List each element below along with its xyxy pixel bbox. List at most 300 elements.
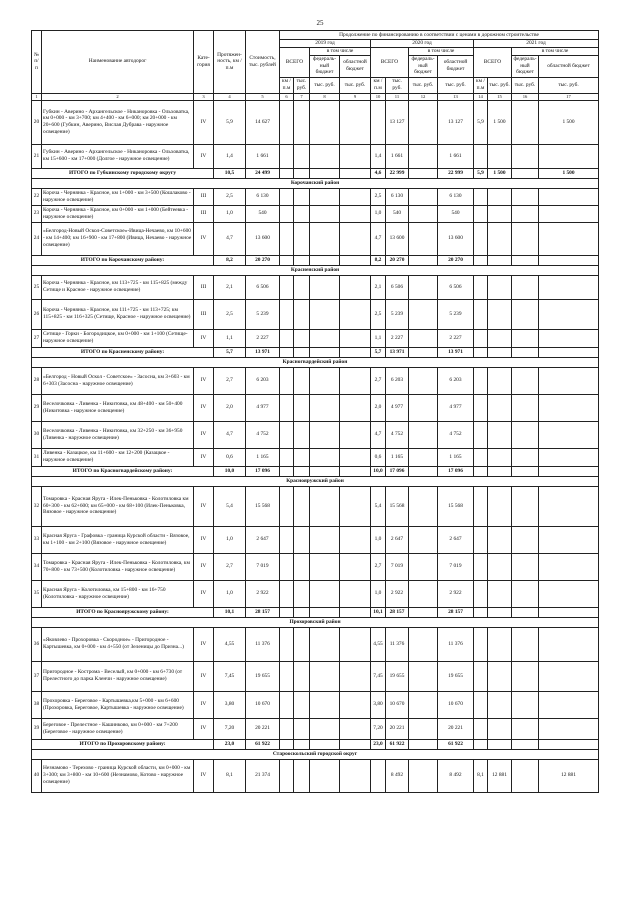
value-cell: 12 881 bbox=[539, 759, 599, 792]
total-cell bbox=[310, 168, 340, 178]
table-row bbox=[32, 205, 599, 222]
value-cell bbox=[474, 486, 488, 526]
value-cell bbox=[512, 394, 539, 421]
total-cost: 13 971 bbox=[246, 347, 280, 357]
column-index: 4 bbox=[214, 93, 246, 100]
value-cell bbox=[310, 188, 340, 205]
value-cell bbox=[294, 627, 310, 661]
total-cell bbox=[512, 168, 539, 178]
table-row bbox=[32, 188, 599, 205]
table-header bbox=[32, 31, 599, 101]
total-cell: 1 500 bbox=[539, 168, 599, 178]
total-row bbox=[32, 168, 599, 178]
total-cell bbox=[310, 607, 340, 617]
row-number: 35 bbox=[32, 580, 42, 607]
road-name: Пригородное - Кострома - Веселый, км 0+000 - км 6+730 (от Прелестного до парка Кленчи - наружное освещение) bbox=[42, 661, 194, 691]
value-cell: 20 221 bbox=[386, 718, 409, 739]
value-cell bbox=[280, 421, 294, 448]
total-cell bbox=[340, 466, 371, 476]
value-cell bbox=[488, 627, 512, 661]
value-cell bbox=[409, 627, 438, 661]
value-cell bbox=[488, 448, 512, 466]
header-unit-km: км / п.м bbox=[280, 77, 294, 93]
value-cell: 6 506 bbox=[386, 275, 409, 299]
road-name: Незнамово - Терехово - граница Курской области, км 0+000 - км 3+300; км 3+800 - км 10+600 (Незнамово, Котово - наружное освещение) bbox=[42, 759, 194, 792]
header-federal-2019: федераль-ный бюджет bbox=[310, 55, 340, 77]
column-index: 6 bbox=[280, 93, 294, 100]
road-name: «Яковлево - Прохоровка - Скородное» - Пригородное - Картышевка, км 0+000 - км 4+550 (от Зеленицы до Призна...) bbox=[42, 627, 194, 661]
road-category: III bbox=[194, 275, 214, 299]
road-cost: 11 376 bbox=[246, 627, 280, 661]
total-cell: 22 999 bbox=[386, 168, 409, 178]
column-index: 1 bbox=[32, 93, 42, 100]
value-cell: 1 165 bbox=[386, 448, 409, 466]
road-cost: 20 221 bbox=[246, 718, 280, 739]
total-length: 8,2 bbox=[214, 255, 246, 265]
value-cell bbox=[539, 367, 599, 394]
value-cell bbox=[512, 526, 539, 553]
value-cell bbox=[409, 448, 438, 466]
total-cost: 17 096 bbox=[246, 466, 280, 476]
value-cell: 540 bbox=[438, 205, 474, 222]
section-title: Прохоровский район bbox=[32, 617, 599, 627]
value-cell bbox=[512, 661, 539, 691]
value-cell bbox=[512, 329, 539, 347]
value-cell bbox=[488, 205, 512, 222]
road-name: «Белгород-Новый Оскол-Советское»-Ивица-Нечаево, км 10+600 - км 14+400; км 16+900 - км 17+800 (Ивица, Нечаево - наружное освещение) bbox=[42, 222, 194, 255]
value-cell: 2 647 bbox=[438, 526, 474, 553]
value-cell bbox=[340, 144, 371, 168]
header-unit-km: км / п.м bbox=[371, 77, 386, 93]
value-cell bbox=[539, 627, 599, 661]
total-cell bbox=[340, 168, 371, 178]
road-cost: 15 568 bbox=[246, 486, 280, 526]
row-number: 32 bbox=[32, 486, 42, 526]
value-cell bbox=[280, 222, 294, 255]
road-name: Короча - Чернянка - Красное, км 111+725 - км 113+725; км 115+825 - км 116+325 (Сетище, Красное - наружное освещение) bbox=[42, 299, 194, 329]
value-cell: 2,1 bbox=[371, 275, 386, 299]
road-cost: 2 227 bbox=[246, 329, 280, 347]
value-cell bbox=[474, 580, 488, 607]
value-cell bbox=[474, 144, 488, 168]
value-cell bbox=[488, 188, 512, 205]
road-cost: 5 239 bbox=[246, 299, 280, 329]
value-cell bbox=[409, 205, 438, 222]
road-name: Береговое - Прелестное - Кашинково, км 0+000 - км 7+200 (Береговое - наружное освещение) bbox=[42, 718, 194, 739]
table-row bbox=[32, 759, 599, 792]
value-cell bbox=[371, 100, 386, 144]
total-label: ИТОГО по Прохоровскому району: bbox=[32, 739, 214, 749]
header-total-2021: ВСЕГО bbox=[474, 47, 512, 77]
road-cost: 4 752 bbox=[246, 421, 280, 448]
value-cell bbox=[294, 367, 310, 394]
value-cell bbox=[512, 759, 539, 792]
table-row bbox=[32, 448, 599, 466]
value-cell bbox=[340, 486, 371, 526]
value-cell bbox=[409, 329, 438, 347]
road-category: IV bbox=[194, 553, 214, 580]
value-cell bbox=[340, 580, 371, 607]
road-name: Губкин - Аверино - Архангельское - Никаноровка - Ольховатка, км 0+000 - км 3+700; км 4+400 - км 6+000; км 20+000 - км 20+600 (Губкин, Аверино, Вислая Дубрава - наружное освещение) bbox=[42, 100, 194, 144]
value-cell bbox=[539, 486, 599, 526]
value-cell bbox=[280, 394, 294, 421]
road-category: IV bbox=[194, 759, 214, 792]
total-cell bbox=[310, 466, 340, 476]
road-length: 1,4 bbox=[214, 144, 246, 168]
value-cell: 1 165 bbox=[438, 448, 474, 466]
value-cell bbox=[280, 691, 294, 718]
total-cell bbox=[340, 347, 371, 357]
table-body bbox=[32, 100, 599, 792]
value-cell bbox=[539, 394, 599, 421]
value-cell: 4 977 bbox=[386, 394, 409, 421]
value-cell bbox=[340, 759, 371, 792]
road-name: Томаровка - Красная Яруга - Илек-Пеньковка - Колотиловка км 60+300 - км 62+600; км 65+000 - км 68+100 (Илек-Пеньковка, Вязовое - наружное освещение) bbox=[42, 486, 194, 526]
value-cell bbox=[409, 188, 438, 205]
total-cell bbox=[488, 347, 512, 357]
section-header-row bbox=[32, 749, 599, 759]
value-cell bbox=[512, 718, 539, 739]
road-cost: 6 506 bbox=[246, 275, 280, 299]
column-index: 3 bbox=[194, 93, 214, 100]
road-name: «Белгород - Новый Оскол - Советское» - Засосна, км 3+603 - км 6+303 (Засосна - наружное освещение) bbox=[42, 367, 194, 394]
column-index: 15 bbox=[488, 93, 512, 100]
value-cell bbox=[409, 144, 438, 168]
road-category: IV bbox=[194, 329, 214, 347]
value-cell bbox=[280, 553, 294, 580]
table-row bbox=[32, 299, 599, 329]
value-cell bbox=[512, 553, 539, 580]
value-cell bbox=[488, 421, 512, 448]
header-year-2021: 2021 год bbox=[474, 40, 599, 48]
value-cell: 5 239 bbox=[386, 299, 409, 329]
value-cell: 12 881 bbox=[488, 759, 512, 792]
value-cell: 13 127 bbox=[438, 100, 474, 144]
road-length: 8,1 bbox=[214, 759, 246, 792]
value-cell bbox=[539, 222, 599, 255]
row-number: 22 bbox=[32, 188, 42, 205]
value-cell bbox=[512, 421, 539, 448]
value-cell bbox=[409, 718, 438, 739]
total-cell bbox=[310, 739, 340, 749]
value-cell bbox=[340, 188, 371, 205]
value-cell: 4 752 bbox=[438, 421, 474, 448]
road-length: 2,7 bbox=[214, 553, 246, 580]
header-total-2020: ВСЕГО bbox=[371, 47, 409, 77]
value-cell: 3,80 bbox=[371, 691, 386, 718]
road-cost: 540 bbox=[246, 205, 280, 222]
total-length: 23,0 bbox=[214, 739, 246, 749]
road-length: 7,45 bbox=[214, 661, 246, 691]
total-cell bbox=[488, 255, 512, 265]
row-number: 20 bbox=[32, 100, 42, 144]
road-category: IV bbox=[194, 394, 214, 421]
total-cell: 28 157 bbox=[438, 607, 474, 617]
road-cost: 6 130 bbox=[246, 188, 280, 205]
value-cell bbox=[310, 205, 340, 222]
road-category: III bbox=[194, 205, 214, 222]
value-cell: 1,0 bbox=[371, 580, 386, 607]
total-cell bbox=[474, 347, 488, 357]
value-cell bbox=[340, 553, 371, 580]
value-cell bbox=[310, 275, 340, 299]
value-cell: 15 568 bbox=[386, 486, 409, 526]
row-number: 27 bbox=[32, 329, 42, 347]
value-cell bbox=[512, 100, 539, 144]
total-label: ИТОГО по Красногвардейскому району: bbox=[32, 466, 214, 476]
total-cell: 8,2 bbox=[371, 255, 386, 265]
value-cell bbox=[512, 448, 539, 466]
table-row bbox=[32, 329, 599, 347]
road-category: IV bbox=[194, 486, 214, 526]
total-cell bbox=[280, 347, 294, 357]
value-cell bbox=[488, 367, 512, 394]
road-length: 1,0 bbox=[214, 580, 246, 607]
road-length: 1,0 bbox=[214, 526, 246, 553]
total-cost: 20 270 bbox=[246, 255, 280, 265]
header-year-2019: 2019 год bbox=[280, 40, 371, 48]
value-cell: 2 227 bbox=[386, 329, 409, 347]
total-cell: 1 500 bbox=[488, 168, 512, 178]
value-cell bbox=[474, 661, 488, 691]
value-cell: 5 239 bbox=[438, 299, 474, 329]
section-header-row bbox=[32, 265, 599, 275]
header-name: Наименование автодорог bbox=[42, 31, 194, 94]
total-cell bbox=[280, 466, 294, 476]
row-number: 40 bbox=[32, 759, 42, 792]
total-length: 10,1 bbox=[214, 607, 246, 617]
value-cell: 19 655 bbox=[386, 661, 409, 691]
header-unit-rub: тыс. руб. bbox=[386, 77, 409, 93]
value-cell: 13 600 bbox=[386, 222, 409, 255]
value-cell bbox=[488, 394, 512, 421]
total-cell: 13 971 bbox=[386, 347, 409, 357]
value-cell bbox=[294, 421, 310, 448]
value-cell bbox=[294, 188, 310, 205]
value-cell: 2,0 bbox=[371, 394, 386, 421]
row-number: 39 bbox=[32, 718, 42, 739]
value-cell bbox=[310, 222, 340, 255]
value-cell: 2 922 bbox=[386, 580, 409, 607]
total-cell bbox=[294, 347, 310, 357]
value-cell: 1,0 bbox=[371, 205, 386, 222]
value-cell: 1,4 bbox=[371, 144, 386, 168]
value-cell bbox=[280, 580, 294, 607]
value-cell bbox=[294, 222, 310, 255]
value-cell bbox=[310, 627, 340, 661]
value-cell bbox=[310, 759, 340, 792]
header-year-2020: 2020 год bbox=[371, 40, 474, 48]
value-cell: 15 568 bbox=[438, 486, 474, 526]
road-length: 2,5 bbox=[214, 188, 246, 205]
value-cell bbox=[474, 627, 488, 661]
value-cell bbox=[294, 661, 310, 691]
total-cell: 10,0 bbox=[371, 466, 386, 476]
road-length: 3,80 bbox=[214, 691, 246, 718]
value-cell: 10 670 bbox=[438, 691, 474, 718]
value-cell bbox=[310, 394, 340, 421]
row-number: 28 bbox=[32, 367, 42, 394]
total-cell bbox=[488, 466, 512, 476]
value-cell bbox=[340, 526, 371, 553]
value-cell: 8 492 bbox=[386, 759, 409, 792]
value-cell bbox=[474, 553, 488, 580]
total-cell bbox=[539, 739, 599, 749]
road-cost: 10 670 bbox=[246, 691, 280, 718]
value-cell: 4,7 bbox=[371, 421, 386, 448]
road-name: Сетище - Горки - Богородицкое, км 0+000 - км 1+100 (Сетище-наружное освещение) bbox=[42, 329, 194, 347]
total-label: ИТОГО по Краснояружскому району: bbox=[32, 607, 214, 617]
value-cell bbox=[539, 421, 599, 448]
value-cell bbox=[512, 188, 539, 205]
total-cell: 20 270 bbox=[438, 255, 474, 265]
total-cell: 23,0 bbox=[371, 739, 386, 749]
road-cost: 6 203 bbox=[246, 367, 280, 394]
value-cell: 7 019 bbox=[438, 553, 474, 580]
header-unit-rub: тыс. руб. bbox=[488, 77, 512, 93]
value-cell bbox=[512, 222, 539, 255]
value-cell bbox=[310, 718, 340, 739]
road-category: IV bbox=[194, 718, 214, 739]
row-number: 34 bbox=[32, 553, 42, 580]
row-number: 26 bbox=[32, 299, 42, 329]
table-row bbox=[32, 100, 599, 144]
total-cell bbox=[294, 466, 310, 476]
value-cell bbox=[340, 329, 371, 347]
value-cell bbox=[512, 275, 539, 299]
column-index: 2 bbox=[42, 93, 194, 100]
total-cell bbox=[340, 255, 371, 265]
table-row bbox=[32, 627, 599, 661]
column-index: 11 bbox=[386, 93, 409, 100]
value-cell: 6 203 bbox=[438, 367, 474, 394]
total-cell bbox=[340, 739, 371, 749]
table-row bbox=[32, 526, 599, 553]
total-cell bbox=[409, 607, 438, 617]
total-cell: 13 971 bbox=[438, 347, 474, 357]
total-cell bbox=[512, 607, 539, 617]
total-cell bbox=[294, 739, 310, 749]
road-cost: 19 655 bbox=[246, 661, 280, 691]
value-cell bbox=[539, 205, 599, 222]
value-cell bbox=[294, 486, 310, 526]
value-cell bbox=[371, 759, 386, 792]
section-header-row bbox=[32, 476, 599, 486]
road-name: Ливенка - Казацкое, км 11+600 - км 12+200 (Казацкое - наружное освещение) bbox=[42, 448, 194, 466]
road-length: 4,55 bbox=[214, 627, 246, 661]
total-cell: 20 270 bbox=[386, 255, 409, 265]
section-header-row bbox=[32, 617, 599, 627]
table-row bbox=[32, 661, 599, 691]
value-cell bbox=[409, 580, 438, 607]
road-cost: 1 661 bbox=[246, 144, 280, 168]
value-cell: 10 670 bbox=[386, 691, 409, 718]
value-cell bbox=[512, 486, 539, 526]
total-cell bbox=[474, 607, 488, 617]
value-cell: 6 203 bbox=[386, 367, 409, 394]
column-index: 13 bbox=[438, 93, 474, 100]
header-regional-2020: областной бюджет bbox=[438, 55, 474, 77]
value-cell bbox=[280, 205, 294, 222]
value-cell bbox=[488, 691, 512, 718]
value-cell bbox=[340, 627, 371, 661]
total-length: 5,7 bbox=[214, 347, 246, 357]
value-cell bbox=[539, 553, 599, 580]
total-cell bbox=[512, 347, 539, 357]
value-cell: 4 977 bbox=[438, 394, 474, 421]
value-cell bbox=[539, 526, 599, 553]
row-number: 23 bbox=[32, 205, 42, 222]
road-category: IV bbox=[194, 100, 214, 144]
road-name: Веселочковка - Ливенка - Никитовка, км 32+250 - км 36+950 (Ливенка - наружное освещение) bbox=[42, 421, 194, 448]
value-cell: 8,1 bbox=[474, 759, 488, 792]
value-cell: 5,4 bbox=[371, 486, 386, 526]
total-cell bbox=[539, 255, 599, 265]
total-cost: 61 922 bbox=[246, 739, 280, 749]
value-cell bbox=[488, 144, 512, 168]
section-header-row bbox=[32, 178, 599, 188]
total-row bbox=[32, 347, 599, 357]
value-cell bbox=[488, 222, 512, 255]
road-length: 1,0 bbox=[214, 205, 246, 222]
value-cell: 0,6 bbox=[371, 448, 386, 466]
road-name: Губкин - Аверино - Архангельское - Никаноровка - Ольховатка, км 15+600 - км 17+000 (Долгое - наружное освещение) bbox=[42, 144, 194, 168]
value-cell bbox=[294, 394, 310, 421]
value-cell bbox=[409, 222, 438, 255]
row-number: 33 bbox=[32, 526, 42, 553]
value-cell bbox=[512, 691, 539, 718]
page-number: 25 bbox=[316, 19, 324, 27]
value-cell bbox=[280, 275, 294, 299]
value-cell bbox=[340, 448, 371, 466]
value-cell bbox=[474, 448, 488, 466]
header-unit-rub: тыс. руб. bbox=[294, 77, 310, 93]
value-cell bbox=[280, 448, 294, 466]
value-cell bbox=[310, 367, 340, 394]
road-category: IV bbox=[194, 421, 214, 448]
value-cell: 6 130 bbox=[386, 188, 409, 205]
value-cell bbox=[474, 394, 488, 421]
value-cell bbox=[409, 275, 438, 299]
value-cell bbox=[512, 144, 539, 168]
value-cell bbox=[280, 526, 294, 553]
value-cell: 1 500 bbox=[488, 100, 512, 144]
value-cell bbox=[409, 421, 438, 448]
total-cell: 4,6 bbox=[371, 168, 386, 178]
total-length: 10,5 bbox=[214, 168, 246, 178]
road-category: IV bbox=[194, 691, 214, 718]
row-number: 38 bbox=[32, 691, 42, 718]
value-cell: 1,1 bbox=[371, 329, 386, 347]
road-name: Томаровка - Красная Яруга - Илек-Пеньковка - Колотиловка, км 70+800 - км 73+500 (Колотиловка - наружное освещение) bbox=[42, 553, 194, 580]
value-cell bbox=[310, 553, 340, 580]
value-cell bbox=[340, 205, 371, 222]
value-cell: 19 655 bbox=[438, 661, 474, 691]
table-row bbox=[32, 144, 599, 168]
total-cell bbox=[512, 739, 539, 749]
value-cell: 1 500 bbox=[539, 100, 599, 144]
value-cell bbox=[512, 580, 539, 607]
total-cell bbox=[280, 739, 294, 749]
table-row bbox=[32, 367, 599, 394]
road-category: IV bbox=[194, 448, 214, 466]
value-cell bbox=[539, 718, 599, 739]
value-cell bbox=[310, 299, 340, 329]
value-cell bbox=[310, 448, 340, 466]
value-cell bbox=[280, 486, 294, 526]
value-cell bbox=[488, 718, 512, 739]
total-label: ИТОГО по Губкинскому городскому округу bbox=[32, 168, 214, 178]
